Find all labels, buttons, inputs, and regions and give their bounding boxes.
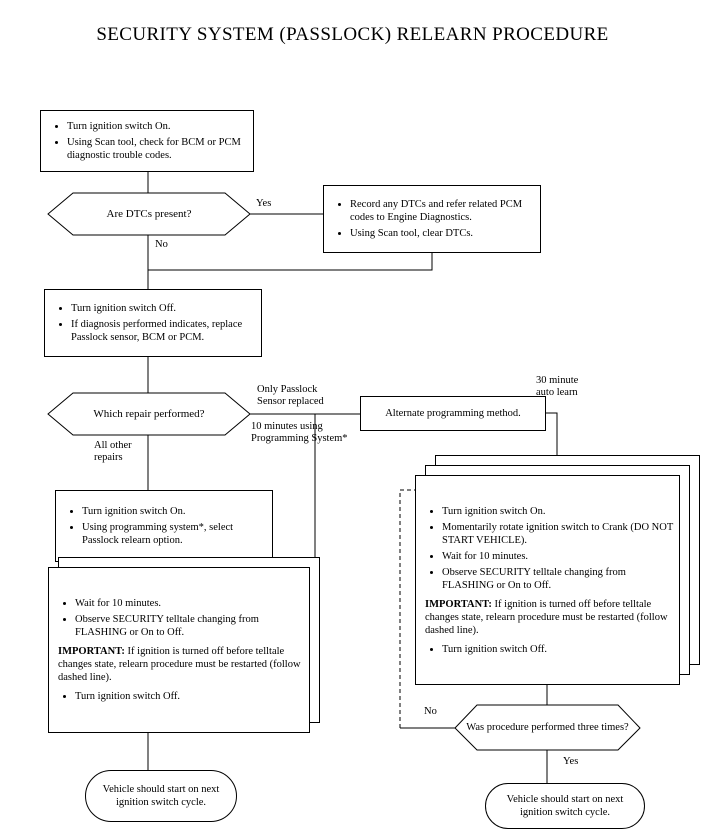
bullet-item: • Turn ignition switch On. xyxy=(67,120,249,133)
node-right-procedure xyxy=(415,475,680,685)
bullet-item: • Wait for 10 minutes. xyxy=(442,550,675,563)
bullet-item: • Turn ignition switch On. xyxy=(442,505,675,518)
node-alternate-programming xyxy=(360,396,546,431)
decision-which-repair: Which repair performed? xyxy=(93,407,205,420)
bullet-item: • Record any DTCs and refer related PCM codes to Engine Diagnostics. xyxy=(350,198,536,224)
important-label: IMPORTANT: xyxy=(425,598,492,610)
decision-three-times: Was procedure performed three times? xyxy=(466,722,629,733)
bullet-item: • Turn ignition switch On. xyxy=(82,505,268,518)
node-left-wait-observe xyxy=(48,567,310,733)
important-text: If ignition is turned off before telltale changes state, relearn procedure must be restarted (follow dashed line). xyxy=(58,646,301,683)
bullet-item: • Using Scan tool, check for BCM or PCM diagnostic trouble codes. xyxy=(67,136,249,162)
important-note xyxy=(58,645,305,684)
bullet-item: • Using Scan tool, clear DTCs. xyxy=(350,227,536,240)
edge-label-yes-final: Yes xyxy=(563,756,579,767)
edge-label-no-loop: No xyxy=(424,706,437,717)
node-label: Alternate programming method. xyxy=(385,408,521,419)
edge-label-ten-minutes: 10 minutes using Programming System* xyxy=(251,421,348,444)
node-record-dtcs xyxy=(323,185,541,253)
bullet-item: • Turn ignition switch Off. xyxy=(75,690,305,703)
bullet-item: • Using programming system*, select Passlock relearn option. xyxy=(82,521,268,547)
node-ignition-off-replace xyxy=(44,289,262,357)
bullet-item: • Observe SECURITY telltale changing from FLASHING or On to Off. xyxy=(75,613,305,639)
bullet-item: • Wait for 10 minutes. xyxy=(75,597,305,610)
important-text: If ignition is turned off before telltale changes state, relearn procedure must be restarted (follow dashed line). xyxy=(425,598,668,636)
bullet-item: • Momentarily rotate ignition switch to Crank (DO NOT START VEHICLE). xyxy=(442,521,675,547)
edge-label-thirty-minute: 30 minute auto learn xyxy=(536,375,579,398)
bullet-item: • Turn ignition switch Off. xyxy=(442,643,675,656)
edge-label-yes: Yes xyxy=(256,198,272,209)
node-select-relearn xyxy=(55,490,273,562)
node-check-dtcs xyxy=(40,110,254,172)
terminal-left: Vehicle should start on next ignition switch cycle. xyxy=(85,770,237,822)
edge-label-no: No xyxy=(155,239,168,250)
bullet-item: • Observe SECURITY telltale changing from FLASHING or On to Off. xyxy=(442,566,675,592)
edge-label-all-other-repairs: All other repairs xyxy=(94,440,132,463)
page-title: SECURITY SYSTEM (PASSLOCK) RELEARN PROCEDURE xyxy=(96,24,609,45)
important-note xyxy=(425,598,675,637)
bullet-item: • Turn ignition switch Off. xyxy=(71,302,257,315)
bullet-item: • If diagnosis performed indicates, replace Passlock sensor, BCM or PCM. xyxy=(71,318,257,344)
important-label: IMPORTANT: xyxy=(58,646,125,657)
edge-label-only-passlock: Only Passlock Sensor replaced xyxy=(257,384,324,407)
terminal-right: Vehicle should start on next ignition switch cycle. xyxy=(485,783,645,829)
decision-dtcs-present: Are DTCs present? xyxy=(106,207,192,220)
